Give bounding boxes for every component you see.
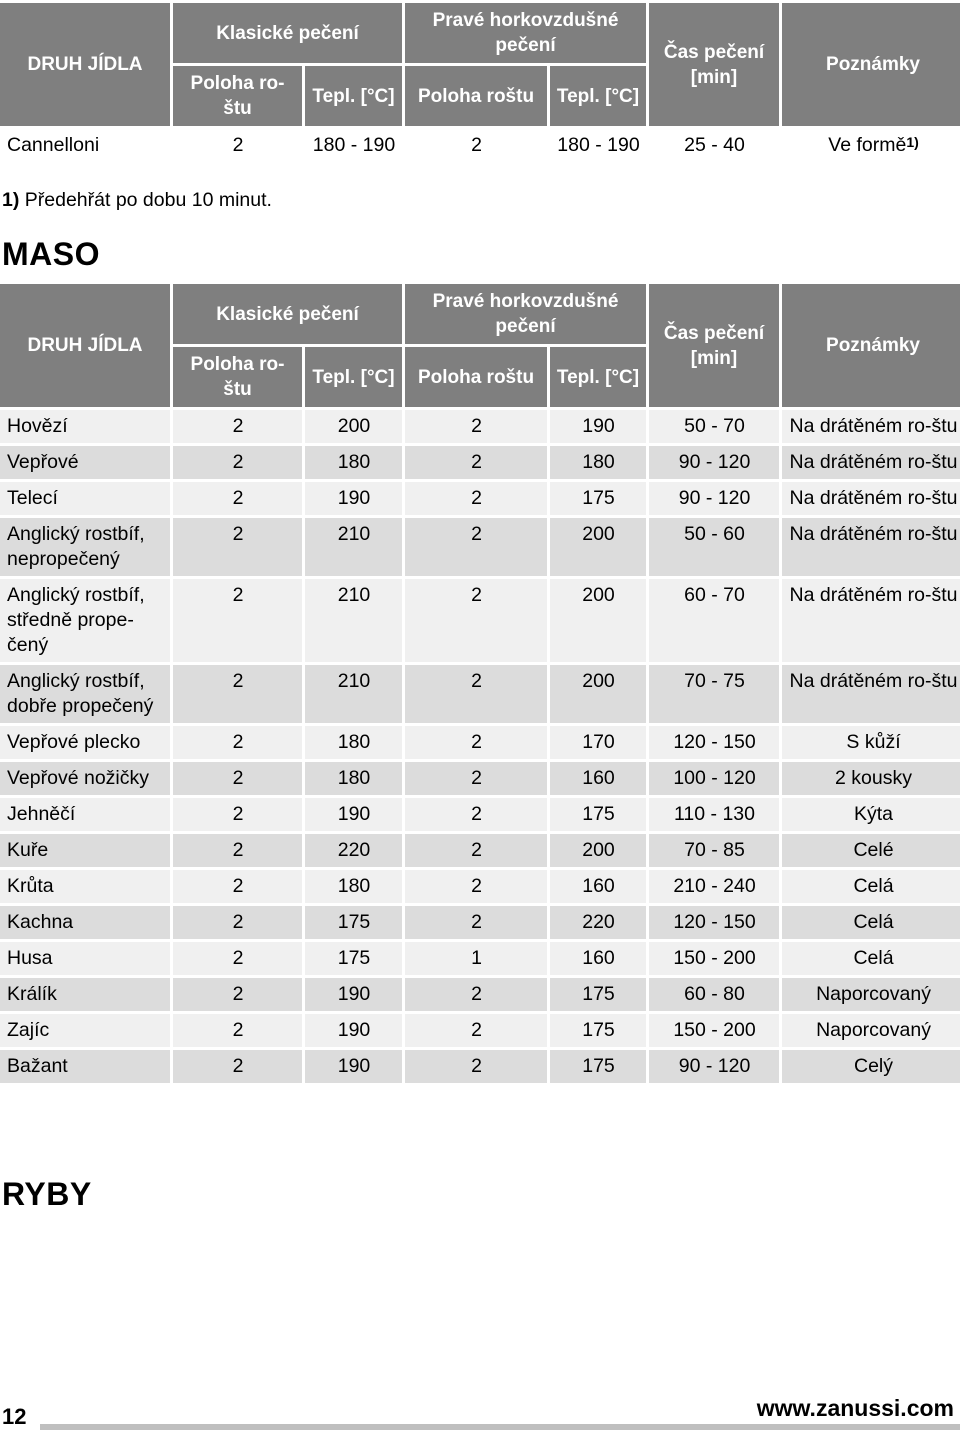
footnote-marker: 1) xyxy=(2,189,20,211)
cell-fan-shelf: 2 xyxy=(405,798,547,831)
cell-classic-temp: 180 xyxy=(305,870,402,903)
cell-dish: Kuře xyxy=(0,834,170,867)
cell-time: 150 - 200 xyxy=(649,942,779,975)
header-fan-shelf: Poloha roštu xyxy=(405,66,547,126)
table-row xyxy=(0,906,960,939)
cell-fan-shelf: 2 xyxy=(405,834,547,867)
cell-note: Kýta xyxy=(782,798,960,831)
note-text: Ve formě xyxy=(828,134,907,156)
header-notes: Poznámky xyxy=(782,3,960,126)
cell-note: 2 kousky xyxy=(782,762,960,795)
cell-dish: Krůta xyxy=(0,870,170,903)
cell-dish: Telecí xyxy=(0,482,170,515)
cell-fan-temp: 175 xyxy=(550,1050,646,1083)
cell-classic-shelf: 2 xyxy=(173,665,302,723)
cell-fan-temp: 190 xyxy=(550,410,646,443)
cell-classic-shelf: 2 xyxy=(173,518,302,576)
cell-dish: Vepřové plecko xyxy=(0,726,170,759)
cell-fan-temp: 160 xyxy=(550,942,646,975)
header-dish: DRUH JÍDLA xyxy=(0,3,170,126)
cell-fan-temp: 200 xyxy=(550,834,646,867)
cell-note: Celá xyxy=(782,942,960,975)
cell-note: Na drátěném ro-štu xyxy=(782,446,960,479)
cell-fan-shelf: 2 xyxy=(405,762,547,795)
cell-time: 70 - 75 xyxy=(649,665,779,723)
cell-classic-temp: 180 xyxy=(305,726,402,759)
cell-classic-temp: 190 xyxy=(305,978,402,1011)
cell-time: 90 - 120 xyxy=(649,482,779,515)
cell-classic-shelf: 2 xyxy=(173,1050,302,1083)
header-time: Čas pečení [min] xyxy=(649,284,779,407)
cell-classic-shelf: 2 xyxy=(173,482,302,515)
cell-classic-temp: 190 xyxy=(305,482,402,515)
cell-fan-temp: 200 xyxy=(550,518,646,576)
cell-classic-shelf: 2 xyxy=(173,446,302,479)
cell-note: S kůží xyxy=(782,726,960,759)
note-footnote-marker: 1) xyxy=(906,134,919,150)
header-fan-shelf: Poloha roštu xyxy=(405,347,547,407)
cell-time: 60 - 70 xyxy=(649,579,779,662)
cell-fan-shelf: 2 xyxy=(405,129,547,162)
cell-classic-shelf: 2 xyxy=(173,906,302,939)
cell-time: 120 - 150 xyxy=(649,906,779,939)
table-row xyxy=(0,579,960,662)
cell-classic-temp: 220 xyxy=(305,834,402,867)
cell-fan-shelf: 2 xyxy=(405,906,547,939)
cell-time: 110 - 130 xyxy=(649,798,779,831)
footnote xyxy=(2,189,272,212)
cell-dish: Vepřové nožičky xyxy=(0,762,170,795)
header-classic: Klasické pečení xyxy=(173,284,402,344)
cell-fan-shelf: 2 xyxy=(405,1014,547,1047)
cell-note: Na drátěném ro-štu xyxy=(782,518,960,576)
cell-note: Na drátěném ro-štu xyxy=(782,665,960,723)
header-fan-temp: Tepl. [°C] xyxy=(550,347,646,407)
header-true-fan: Pravé horkovzdušné pečení xyxy=(405,3,646,63)
cell-note: Naporcovaný xyxy=(782,978,960,1011)
cell-fan-temp: 200 xyxy=(550,665,646,723)
cell-dish: Anglický rostbíf, středně prope-čený xyxy=(0,579,170,662)
cell-fan-temp: 220 xyxy=(550,906,646,939)
cell-note: Celé xyxy=(782,834,960,867)
header-time: Čas pečení [min] xyxy=(649,3,779,126)
cell-classic-temp: 180 xyxy=(305,762,402,795)
table-row xyxy=(0,834,960,867)
cell-fan-shelf: 1 xyxy=(405,942,547,975)
cell-classic-shelf: 2 xyxy=(173,726,302,759)
cell-fan-shelf: 2 xyxy=(405,726,547,759)
cell-fan-shelf: 2 xyxy=(405,518,547,576)
cell-time: 210 - 240 xyxy=(649,870,779,903)
footnote-text: Předehřát po dobu 10 minut. xyxy=(24,189,272,211)
header-classic-shelf: Poloha ro-štu xyxy=(173,66,302,126)
table-row xyxy=(0,726,960,759)
cell-fan-temp: 175 xyxy=(550,798,646,831)
table-row xyxy=(0,518,960,576)
table-row xyxy=(0,1050,960,1083)
cell-fan-temp: 200 xyxy=(550,579,646,662)
cell-classic-shelf: 2 xyxy=(173,762,302,795)
cell-classic-shelf: 2 xyxy=(173,1014,302,1047)
header-classic-temp: Tepl. [°C] xyxy=(305,66,402,126)
header-dish: DRUH JÍDLA xyxy=(0,284,170,407)
cell-time: 100 - 120 xyxy=(649,762,779,795)
cell-note: Na drátěném ro-štu xyxy=(782,410,960,443)
table-row xyxy=(0,978,960,1011)
cell-dish: Husa xyxy=(0,942,170,975)
cell-classic-temp: 190 xyxy=(305,1050,402,1083)
cell-fan-temp: 175 xyxy=(550,482,646,515)
cell-classic-shelf: 2 xyxy=(173,978,302,1011)
table-row xyxy=(0,482,960,515)
cell-dish: Kachna xyxy=(0,906,170,939)
cell-dish: Hovězí xyxy=(0,410,170,443)
cell-classic-temp: 190 xyxy=(305,798,402,831)
cell-dish: Vepřové xyxy=(0,446,170,479)
cell-classic-temp: 210 xyxy=(305,579,402,662)
cell-time: 50 - 70 xyxy=(649,410,779,443)
section-title-meat: MASO xyxy=(2,236,100,272)
cell-fan-temp: 180 - 190 xyxy=(550,129,646,162)
cell-note: Celý xyxy=(782,1050,960,1083)
table-row xyxy=(0,665,960,723)
cell-classic-temp: 175 xyxy=(305,942,402,975)
meat-table-body xyxy=(0,410,960,1083)
header-classic: Klasické pečení xyxy=(173,3,402,63)
cell-classic-temp: 175 xyxy=(305,906,402,939)
footer-url: www.zanussi.com xyxy=(756,1395,954,1421)
cell-fan-shelf: 2 xyxy=(405,1050,547,1083)
cell-note: Naporcovaný xyxy=(782,1014,960,1047)
cell-note: Celá xyxy=(782,906,960,939)
pasta-table xyxy=(0,0,960,165)
table-row xyxy=(0,942,960,975)
cell-classic-shelf: 2 xyxy=(173,942,302,975)
cell-dish: Cannelloni xyxy=(0,129,170,162)
cell-note: Celá xyxy=(782,870,960,903)
cell-time: 70 - 85 xyxy=(649,834,779,867)
cell-fan-temp: 170 xyxy=(550,726,646,759)
table-row xyxy=(0,870,960,903)
cell-classic-shelf: 2 xyxy=(173,410,302,443)
cell-classic-temp: 190 xyxy=(305,1014,402,1047)
table-row xyxy=(0,1014,960,1047)
table-row xyxy=(0,762,960,795)
cell-dish: Zajíc xyxy=(0,1014,170,1047)
table-row xyxy=(0,410,960,443)
cell-fan-temp: 175 xyxy=(550,1014,646,1047)
cell-classic-shelf: 2 xyxy=(173,870,302,903)
cell-classic-shelf: 2 xyxy=(173,579,302,662)
table-row xyxy=(0,798,960,831)
table-row xyxy=(0,446,960,479)
cell-time: 60 - 80 xyxy=(649,978,779,1011)
cell-fan-shelf: 2 xyxy=(405,870,547,903)
cell-time: 120 - 150 xyxy=(649,726,779,759)
cell-fan-temp: 175 xyxy=(550,978,646,1011)
cell-fan-shelf: 2 xyxy=(405,665,547,723)
cell-classic-temp: 180 - 190 xyxy=(305,129,402,162)
table-row xyxy=(0,129,960,162)
header-classic-temp: Tepl. [°C] xyxy=(305,347,402,407)
header-classic-shelf: Poloha ro-štu xyxy=(173,347,302,407)
header-notes: Poznámky xyxy=(782,284,960,407)
cell-fan-shelf: 2 xyxy=(405,978,547,1011)
footer-rule xyxy=(40,1424,960,1430)
cell-fan-temp: 160 xyxy=(550,762,646,795)
cell-classic-shelf: 2 xyxy=(173,834,302,867)
cell-fan-shelf: 2 xyxy=(405,579,547,662)
header-true-fan: Pravé horkovzdušné pečení xyxy=(405,284,646,344)
cell-fan-shelf: 2 xyxy=(405,446,547,479)
header-fan-temp: Tepl. [°C] xyxy=(550,66,646,126)
cell-classic-temp: 200 xyxy=(305,410,402,443)
cell-note: Na drátěném ro-štu xyxy=(782,579,960,662)
cell-time: 150 - 200 xyxy=(649,1014,779,1047)
cell-fan-temp: 160 xyxy=(550,870,646,903)
cell-dish: Jehněčí xyxy=(0,798,170,831)
cell-time: 25 - 40 xyxy=(649,129,779,162)
cell-dish: Anglický rostbíf, dobře propečený xyxy=(0,665,170,723)
cell-classic-temp: 210 xyxy=(305,518,402,576)
cell-dish: Anglický rostbíf, nepropečený xyxy=(0,518,170,576)
cell-time: 90 - 120 xyxy=(649,446,779,479)
page-number: 12 xyxy=(2,1404,27,1429)
cell-fan-shelf: 2 xyxy=(405,482,547,515)
cell-classic-shelf: 2 xyxy=(173,129,302,162)
cell-note: Na drátěném ro-štu xyxy=(782,482,960,515)
section-title-fish: RYBY xyxy=(2,1176,92,1212)
cell-note xyxy=(782,129,960,162)
cell-classic-temp: 180 xyxy=(305,446,402,479)
cell-fan-shelf: 2 xyxy=(405,410,547,443)
cell-fan-temp: 180 xyxy=(550,446,646,479)
meat-table xyxy=(0,281,960,1086)
cell-classic-temp: 210 xyxy=(305,665,402,723)
cell-time: 90 - 120 xyxy=(649,1050,779,1083)
cell-classic-shelf: 2 xyxy=(173,798,302,831)
cell-dish: Bažant xyxy=(0,1050,170,1083)
cell-dish: Králík xyxy=(0,978,170,1011)
cell-time: 50 - 60 xyxy=(649,518,779,576)
